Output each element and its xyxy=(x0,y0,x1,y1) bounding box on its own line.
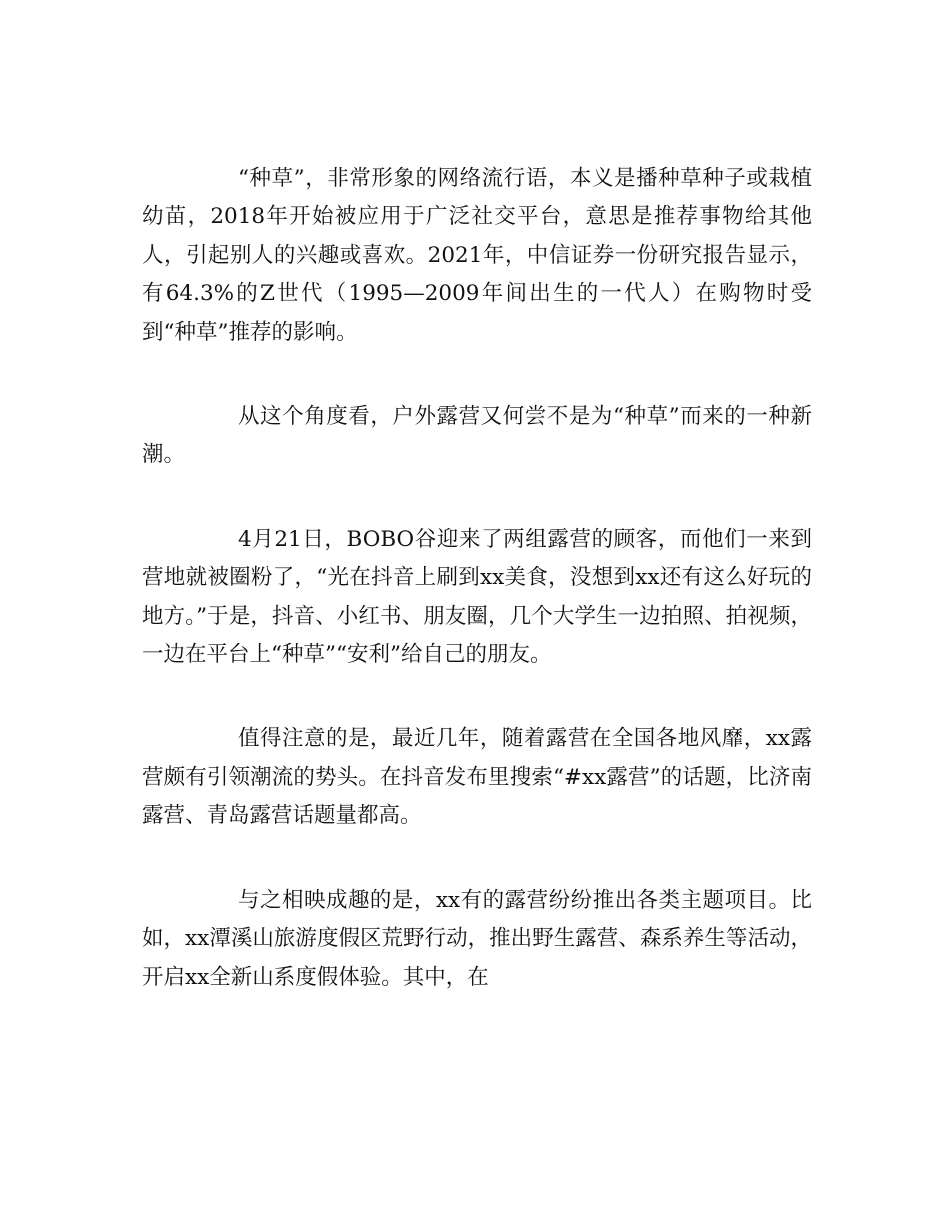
paragraph-3: 4月21日，BOBO谷迎来了两组露营的顾客，而他们一来到营地就被圈粉了，“光在抖音上刷到xx美食，没想到xx还有这么好玩的地方。”于是，抖音、小红书、朋友圈，几个大学生一边拍照、拍视频，一边在平台上“种草”“安利”给自己的朋友。 xyxy=(142,526,812,668)
paragraph-2: 从这个角度看，户外露营又何尝不是为“种草”而来的一种新潮。 xyxy=(142,404,812,468)
paragraph-1: “种草”，非常形象的网络流行语，本义是播种草种子或栽植幼苗，2018年开始被应用于广泛社交平台，意思是推荐事物给其他人，引起别人的兴趣或喜欢。2021年，中信证券一份研究报告显示，有64.3%的Z世代（1995—2009年间出生的一代人）在购物时受到“种草”推荐的影响。 xyxy=(142,166,812,345)
paragraph-4: 值得注意的是，最近几年，随着露营在全国各地风靡，xx露营颇有引领潮流的势头。在抖音发布里搜索“#xx露营”的话题，比济南露营、青岛露营话题量都高。 xyxy=(142,726,812,829)
paragraph-5: 与之相映成趣的是，xx有的露营纷纷推出各类主题项目。比如，xx潭溪山旅游度假区荒野行动，推出野生露营、森系养生等活动，开启xx全新山系度假体验。其中，在 xyxy=(142,887,812,990)
document-body xyxy=(142,160,812,1043)
